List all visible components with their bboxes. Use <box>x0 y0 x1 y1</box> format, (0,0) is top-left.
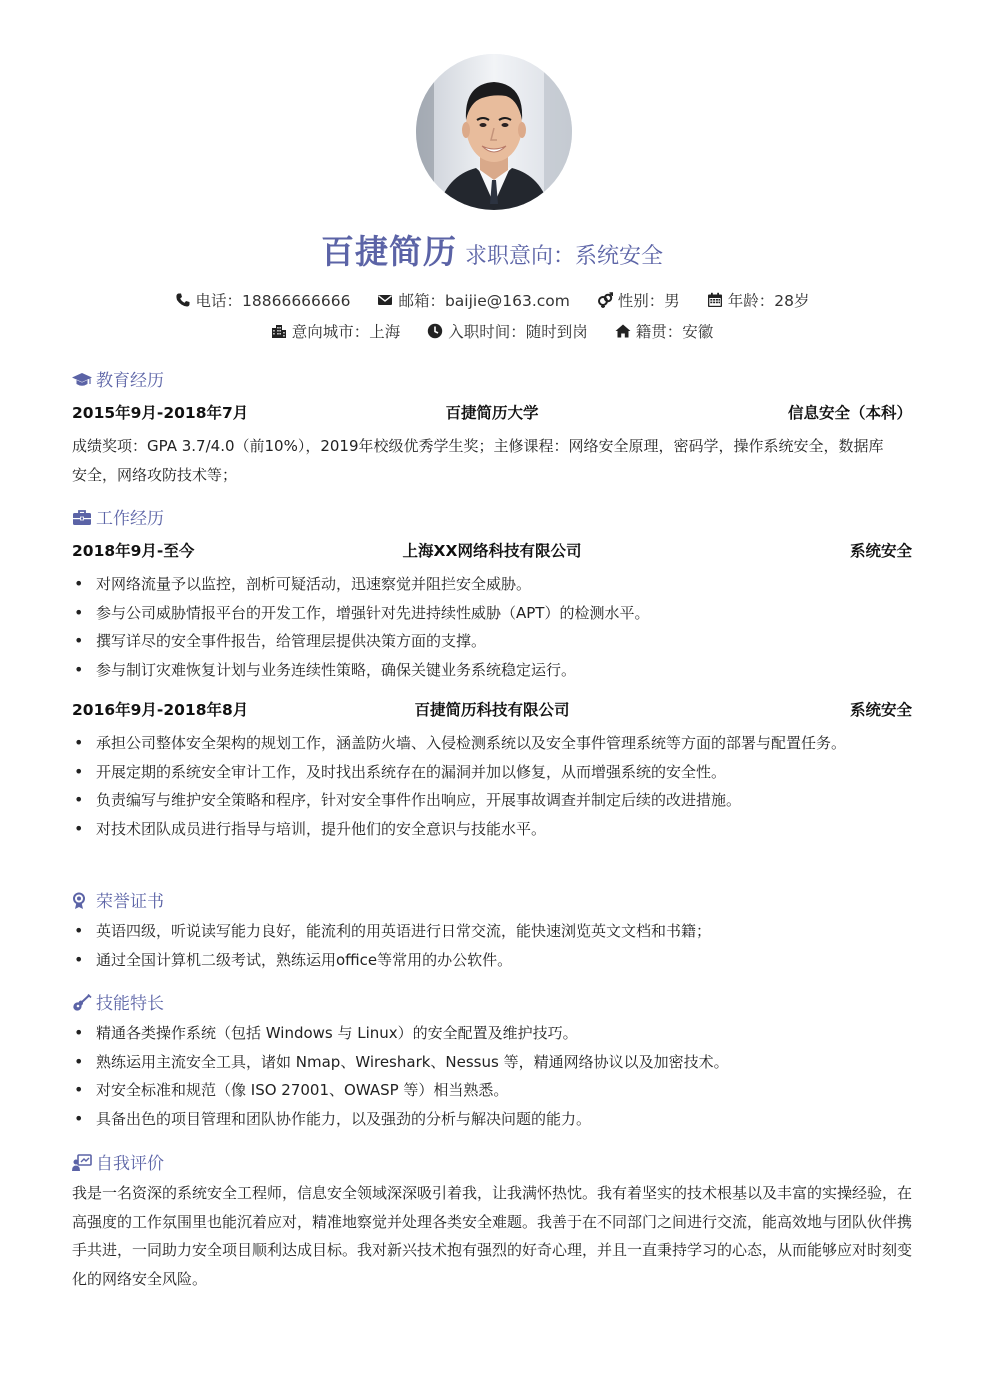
start-time-text: 入职时间：随时到岗 <box>448 323 588 341</box>
job-2-period: 2016年9月-2018年8月 <box>72 701 249 719</box>
home-icon <box>615 323 631 339</box>
contact-info-row-1 <box>0 289 984 311</box>
guitar-icon <box>72 994 92 1012</box>
section-work <box>72 504 164 529</box>
briefcase-icon <box>72 509 92 527</box>
job-intent: 求职意向：系统安全 <box>464 244 663 269</box>
job-1-duties <box>72 570 914 684</box>
info-city <box>271 320 401 342</box>
resume-name: 百捷简历 <box>320 232 457 271</box>
section-self-eval <box>72 1149 164 1174</box>
education-school: 百捷简历大学 <box>445 404 539 422</box>
calendar-icon <box>707 292 723 308</box>
list-item: • 参与公司威胁情报平台的开发工作，增强针对先进持续性威胁（APT）的检测水平。 <box>72 599 914 628</box>
list-item: • 具备出色的项目管理和团队协作能力，以及强劲的分析与解决问题的能力。 <box>72 1105 914 1134</box>
education-detail: 成绩奖项：GPA 3.7/4.0（前10%），2019年校级优秀学生奖；主修课程：网络安全原理，密码学，操作系统安全，数据库安全，网络攻防技术等； <box>72 437 884 484</box>
section-education <box>72 366 164 391</box>
list-item: • 开展定期的系统安全审计工作，及时找出系统存在的漏洞并加以修复，从而增强系统的安全性。 <box>72 758 914 787</box>
job-2-duties <box>72 729 914 843</box>
job-1-row <box>72 539 912 561</box>
resume-header <box>0 226 984 273</box>
job-1-role: 系统安全 <box>849 542 912 560</box>
section-self-eval-title: 自我评价 <box>96 1154 164 1174</box>
section-honors <box>72 887 164 912</box>
section-work-title: 工作经历 <box>96 509 164 529</box>
info-email <box>377 289 569 311</box>
list-item: • 承担公司整体安全架构的规划工作，涵盖防火墙、入侵检测系统以及安全事件管理系统等方面的部署与配置任务。 <box>72 729 914 758</box>
job-1-company: 上海XX网络科技有限公司 <box>402 542 582 560</box>
list-item: • 英语四级，听说读写能力良好，能流利的用英语进行日常交流，能快速浏览英文文档和书籍； <box>72 917 914 946</box>
honors-list <box>72 917 914 974</box>
list-item: • 熟练运用主流安全工具，诸如 Nmap、Wireshark、Nessus 等，精通网络协议以及加密技术。 <box>72 1048 914 1077</box>
age-text: 年龄：28岁 <box>727 292 810 310</box>
mail-icon <box>377 292 393 308</box>
education-row <box>72 401 912 423</box>
avatar <box>416 54 572 210</box>
skills-list <box>72 1019 914 1133</box>
info-hometown <box>615 320 714 342</box>
section-skills <box>72 989 164 1014</box>
graduation-cap-icon <box>72 371 92 389</box>
education-period: 2015年9月-2018年7月 <box>72 404 249 422</box>
phone-text: 电话：18866666666 <box>195 292 351 310</box>
gender-icon <box>597 292 613 308</box>
phone-icon <box>175 292 191 308</box>
info-gender <box>597 289 680 311</box>
info-start-time <box>427 320 588 342</box>
info-age <box>707 289 810 311</box>
contact-info-row-2 <box>0 320 984 342</box>
award-icon <box>72 892 92 910</box>
city-text: 意向城市：上海 <box>291 323 401 341</box>
job-2-role: 系统安全 <box>849 701 912 719</box>
section-honors-title: 荣誉证书 <box>96 892 164 912</box>
building-icon <box>271 323 287 339</box>
list-item: • 通过全国计算机二级考试，熟练运用office等常用的办公软件。 <box>72 946 914 975</box>
gender-text: 性别：男 <box>617 292 680 310</box>
email-text: 邮箱：baijie@163.com <box>398 292 570 310</box>
education-major: 信息安全（本科） <box>787 404 912 422</box>
list-item: • 精通各类操作系统（包括 Windows 与 Linux）的安全配置及维护技巧。 <box>72 1019 914 1048</box>
list-item: • 对网络流量予以监控，剖析可疑活动，迅速察觉并阻拦安全威胁。 <box>72 570 914 599</box>
section-skills-title: 技能特长 <box>96 994 164 1014</box>
list-item: • 对技术团队成员进行指导与培训，提升他们的安全意识与技能水平。 <box>72 815 914 844</box>
clock-icon <box>427 323 443 339</box>
list-item: • 参与制订灾难恢复计划与业务连续性策略，确保关键业务系统稳定运行。 <box>72 656 914 685</box>
hometown-text: 籍贯：安徽 <box>635 323 714 341</box>
presentation-icon <box>72 1154 92 1172</box>
list-item: • 撰写详尽的安全事件报告，给管理层提供决策方面的支撑。 <box>72 627 914 656</box>
job-2-row <box>72 698 912 720</box>
info-phone <box>175 289 351 311</box>
list-item: • 负责编写与维护安全策略和程序，针对安全事件作出响应，开展事故调查并制定后续的改进措施。 <box>72 786 914 815</box>
self-eval-text: 我是一名资深的系统安全工程师，信息安全领域深深吸引着我，让我满怀热忱。我有着坚实的技术根基以及丰富的实操经验，在高强度的工作氛围里也能沉着应对，精准地察觉并处理各类安全难题。我善于在不同部门之间进行交流，能高效地与团队伙伴携手共进，一同助力安全项目顺利达成目标。我对新兴技术抱有强烈的好奇心理，并且一直秉持学习的心态，从而能够应对时刻变化的网络安全风险。 <box>72 1184 913 1288</box>
list-item: • 对安全标准和规范（像 ISO 27001、OWASP 等）相当熟悉。 <box>72 1076 914 1105</box>
job-2-company: 百捷简历科技有限公司 <box>414 701 570 719</box>
section-education-title: 教育经历 <box>96 371 164 391</box>
job-1-period: 2018年9月-至今 <box>72 542 195 560</box>
